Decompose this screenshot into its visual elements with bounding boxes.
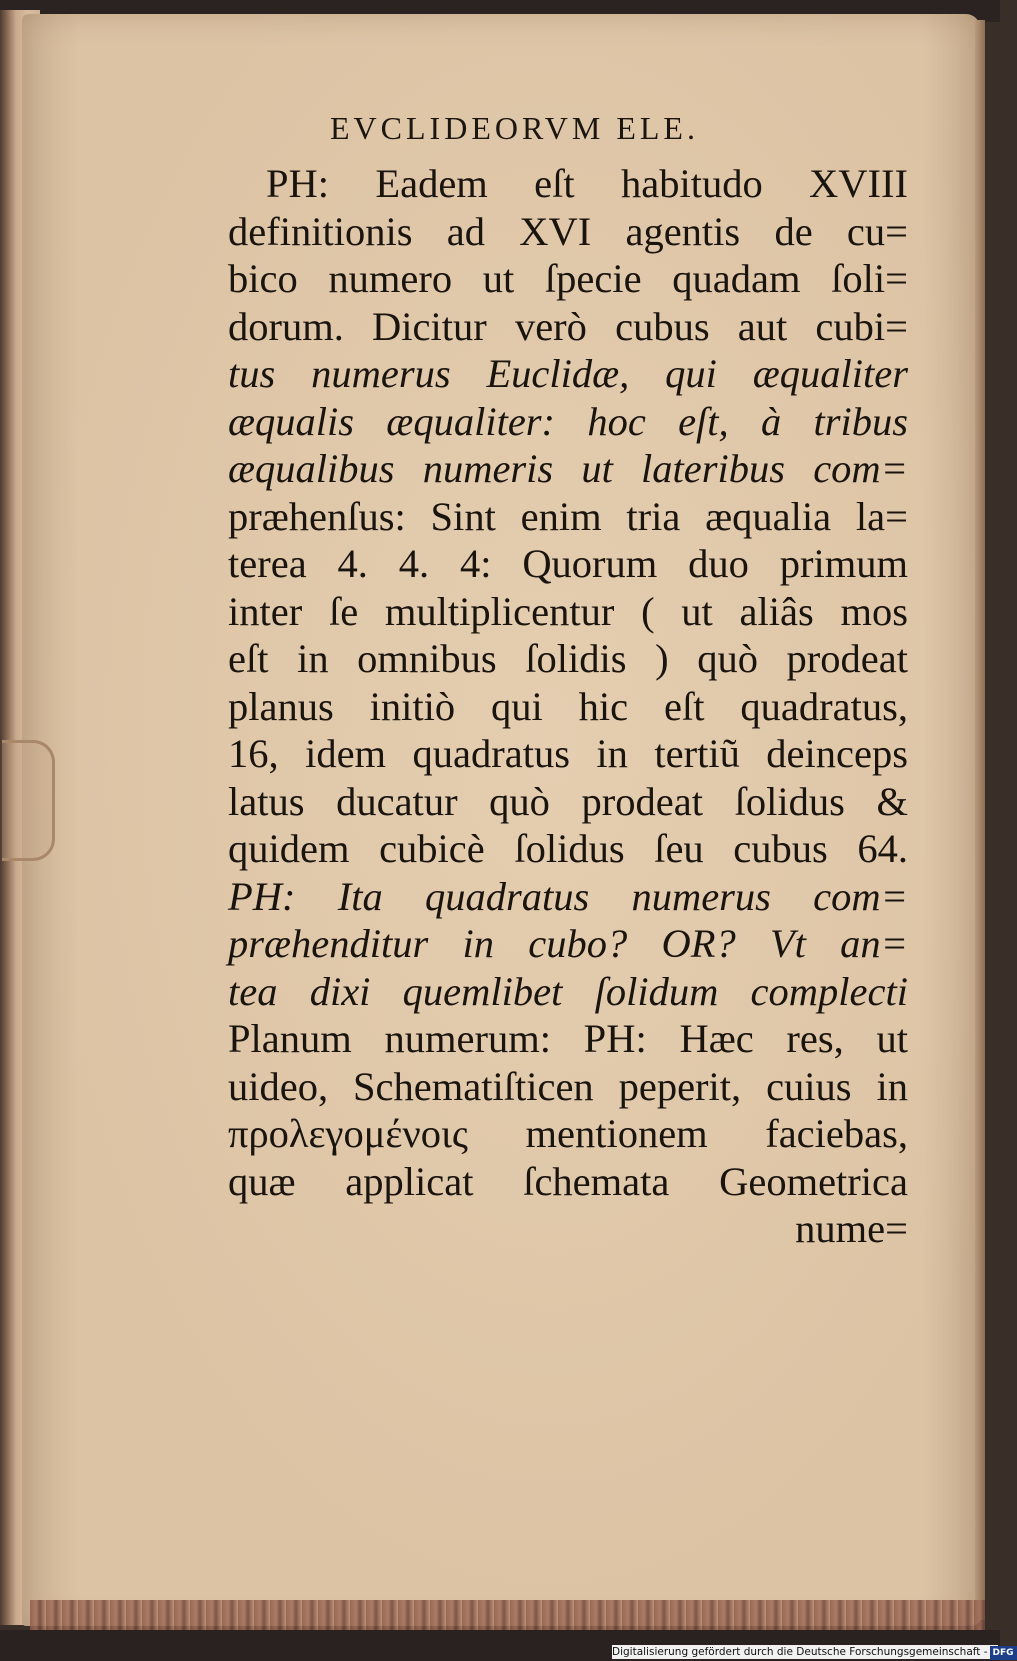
text-line: præhenſus: Sint enim tria æqualia la= [228,493,908,539]
text-line: terea 4. 4. 4: Quorum duo primum [228,541,908,586]
page-fore-edge [975,20,985,1620]
digitization-credit [612,1645,1014,1659]
book-clasp [2,740,55,861]
text-line: Planum numerum: PH: Hæc res, ut [228,1016,908,1061]
text-line: dorum. Dicitur verò cubus aut cubi= [228,303,908,349]
running-header: EVCLIDEORVM ELE. [330,110,699,146]
text-line: προλεγομένοις mentionem faciebas, [228,1111,908,1156]
credit-text: Digitalisierung gefördert durch die Deutsche Forschungsgemeinschaft - [612,1646,988,1658]
text-line: tus numerus Euclidæ, qui æqualiter [228,351,908,396]
text-line: definitionis ad XVI agentis de cu= [228,208,908,254]
text-line: eſt in omnibus ſolidis ) quò prodeat [228,636,908,681]
body-text [228,160,908,1253]
text-line: inter ſe multiplicentur ( ut aliâs mos [228,588,908,634]
text-line: latus ducatur quò prodeat ſolidus & [228,778,908,824]
text-line: bico numero ut ſpecie quadam ſoli= [228,256,908,301]
text-line: PH: Eadem eſt habitudo XVIII [266,161,908,206]
text-line: quæ applicat ſchemata Geometrica [228,1158,908,1204]
text-line: planus initiò qui hic eſt quadratus, [228,683,908,729]
text-line: quidem cubicè ſolidus ſeu cubus 64. [228,826,908,871]
dfg-logo: DFG [990,1646,1017,1660]
text-line: uideo, Schematiſticen peperit, cuius in [228,1063,908,1109]
text-line: 16, idem quadratus in tertiũ deinceps [228,731,908,776]
text-line: tea dixi quemlibet ſolidum complecti [228,968,908,1014]
text-line: æqualibus numeris ut lateribus com= [228,446,908,491]
text-line: PH: Ita quadratus numerus com= [228,873,908,919]
text-line: præhenditur in cubo? OR? Vt an= [228,921,908,966]
catchword: nume= [795,1206,908,1251]
text-line: æqualis æqualiter: hoc eſt, à tribus [228,398,908,444]
